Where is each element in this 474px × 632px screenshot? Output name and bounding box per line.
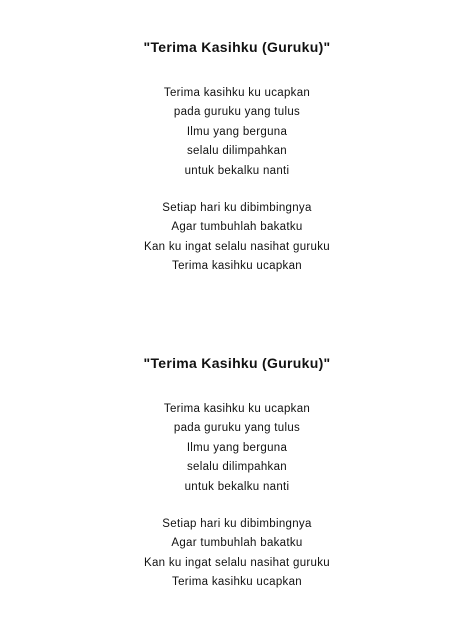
poem-stanza bbox=[0, 84, 474, 181]
poem-title: "Terima Kasihku (Guruku)" bbox=[143, 39, 331, 55]
poem-line: Setiap hari ku dibimbingnya bbox=[162, 518, 312, 531]
poem-stanza bbox=[0, 199, 474, 277]
poem-line: selalu dilimpahkan bbox=[186, 145, 287, 158]
poem-line: Setiap hari ku dibimbingnya bbox=[162, 202, 312, 215]
poem-line: untuk bekalku nanti bbox=[184, 480, 290, 493]
poem-line: Terima kasihku ku ucapkan bbox=[163, 87, 311, 99]
poem-line: Agar tumbuhlah bakatku bbox=[171, 221, 303, 234]
poem-line: Terima kasihku ucapkan bbox=[172, 576, 302, 589]
poem-line: pada guruku yang tulus bbox=[173, 106, 301, 119]
poem-line: Ilmu yang berguna bbox=[186, 125, 288, 138]
poem-line: Kan ku ingat selalu nasihat guruku bbox=[143, 556, 330, 569]
poem-line: Kan ku ingat selalu nasihat guruku bbox=[143, 240, 330, 253]
poem-line: Terima kasihku ku ucapkan bbox=[163, 403, 311, 415]
poem-line: selalu dilimpahkan bbox=[186, 461, 287, 474]
poem-line: Terima kasihku ucapkan bbox=[172, 260, 302, 273]
poem-block bbox=[0, 38, 474, 277]
poem-stanza bbox=[0, 515, 474, 593]
poem-line: pada guruku yang tulus bbox=[173, 422, 301, 435]
poem-line: Agar tumbuhlah bakatku bbox=[171, 537, 303, 550]
poem-block bbox=[0, 354, 474, 593]
poem-title: "Terima Kasihku (Guruku)" bbox=[143, 355, 331, 371]
poem-stanza bbox=[0, 400, 474, 497]
poem-line: untuk bekalku nanti bbox=[184, 164, 290, 177]
poem-line: Ilmu yang berguna bbox=[186, 441, 288, 454]
